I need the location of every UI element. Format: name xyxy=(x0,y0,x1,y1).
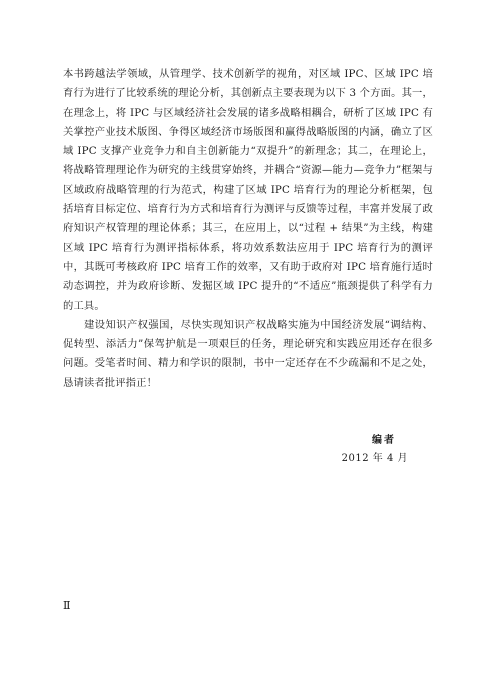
body-text xyxy=(63,65,433,393)
paragraph-innovation-points: 本书跨越法学领域，从管理学、技术创新学的视角，对区域 IPC、区域 IPC 培育行为进行了比较系统的理论分析，其创新点主要表现为以下 3 个方面。其一，在理念上，将 IPC 与区域经济社会发展的诸多战略相耦合，研析了区域 IPC 有关掌控产业技术版图、争得区域经济市场版图和赢得战略版图的内涵，确立了区域 IPC 支撑产业竞争力和自主创新能力“双提升”的新理念；其二，在理论上，将战略管理理论作为研究的主线贯穿始终，并耦合“资源—能力—竞争力”框架与区域政府战略管理的行为范式，构建了区域 IPC 培育行为的理论分析框架，包括培育目标定位、培育行为方式和培育行为测评与反馈等过程，丰富并发展了政府知识产权管理的理论体系；其三，在应用上，以“过程 + 结果”为主线，构建区域 IPC 培育行为测评指标体系，将功效系数法应用于 IPC 培育行为的测评中，其既可考核政府 IPC 培育工作的效率，又有助于政府对 IPC 培育施行适时动态调控，并为政府诊断、发掘区域 IPC 提升的“不适应”瓶颈提供了科学有力的工具。 xyxy=(63,68,433,312)
page-number: Ⅱ xyxy=(63,599,70,612)
signature-date: 2012 年 4 月 xyxy=(341,453,408,464)
signature-block xyxy=(342,432,408,468)
author-signature: 编者 xyxy=(372,435,396,446)
paragraph-closing-remarks: 建设知识产权强国，尽快实现知识产权战略实施为中国经济发展“调结构、促转型、添活力”保驾护航是一项艰巨的任务，理论研究和实践应用还存在很多问题。受笔者时间、精力和学识的限制，书中一定还存在不少疏漏和不足之处，恳请读者批评指正！ xyxy=(63,318,433,389)
